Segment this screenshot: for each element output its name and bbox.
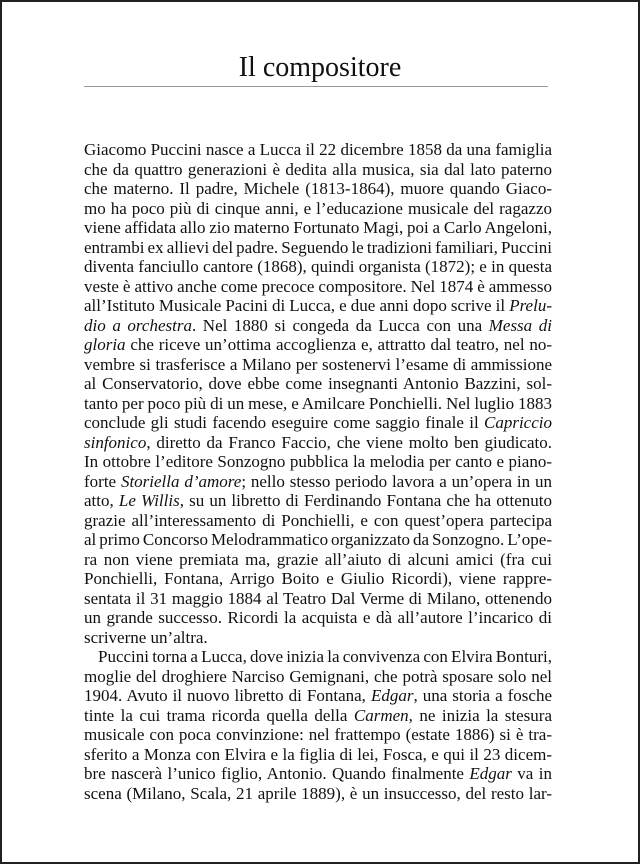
text-line bbox=[84, 589, 552, 609]
italic-title: Edgar bbox=[469, 764, 512, 783]
text-line bbox=[84, 160, 552, 180]
text-segment: . Nel 1880 si congeda da Lucca con una bbox=[191, 315, 489, 335]
text-line bbox=[84, 413, 552, 433]
text-segment: forte bbox=[84, 471, 121, 491]
text-line bbox=[84, 296, 552, 316]
text-segment: , su un libretto di Ferdinando Fontana che ha ottenuto bbox=[179, 491, 552, 510]
chapter-title: Il compositore bbox=[238, 52, 402, 83]
text-segment: tanto per poco più di un mese, e Amilcare Ponchielli. Nel luglio 1883 bbox=[84, 393, 552, 413]
text-segment: tinte la cui trama ricorda quella della bbox=[84, 705, 354, 725]
body-text bbox=[84, 140, 552, 803]
text-line bbox=[84, 335, 552, 355]
italic-title: Prelu- bbox=[509, 296, 552, 315]
text-line bbox=[84, 667, 552, 687]
text-segment: entrambi ex allievi del padre. Seguendo le tradizioni familiari, Puccini bbox=[84, 237, 552, 257]
text-segment: musicale con poca convinzione: nel frattempo (estate 1886) si è tra- bbox=[84, 725, 552, 744]
text-line bbox=[84, 530, 552, 550]
text-segment: che da quattro generazioni è dedita alla musica, sia dal lato paterno bbox=[84, 159, 552, 179]
text-segment: un grande successo. Ricordi la acquista e dà all’autore l’incarico di bbox=[84, 608, 552, 627]
italic-title: Storiella d’amore bbox=[120, 471, 242, 491]
text-segment: Giacomo Puccini nasce a Lucca il 22 dicembre 1858 da una famiglia bbox=[84, 140, 552, 159]
title-rule bbox=[84, 86, 548, 87]
text-line bbox=[84, 433, 552, 453]
text-line bbox=[84, 374, 552, 394]
text-segment: ; nello stesso periodo lavora a un’opera in un bbox=[241, 471, 552, 491]
text-segment: va in bbox=[511, 764, 552, 783]
text-line bbox=[84, 784, 552, 804]
text-segment: al Conservatorio, dove ebbe come insegnanti Antonio Bazzini, sol- bbox=[84, 374, 552, 393]
text-segment: Ponchielli, Fontana, Arrigo Boito e Giulio Ricordi), viene rappre- bbox=[84, 569, 552, 588]
text-segment: veste è attivo anche come precoce compositore. Nel 1874 è ammesso bbox=[84, 276, 552, 296]
text-line bbox=[84, 472, 552, 492]
text-segment: diventa fanciullo cantore (1868), quindi organista (1872); e in questa bbox=[84, 257, 552, 276]
italic-title: Capriccio bbox=[484, 413, 552, 432]
text-line bbox=[84, 608, 552, 628]
text-segment: atto, bbox=[84, 491, 119, 510]
italic-title: Le Willis bbox=[118, 491, 180, 510]
text-line bbox=[84, 179, 552, 199]
text-line bbox=[84, 764, 552, 784]
text-line bbox=[84, 316, 552, 336]
text-line bbox=[84, 686, 552, 706]
text-segment: mo ha poco più di cinque anni, e l’educazione musicale del ragazzo bbox=[84, 198, 552, 218]
text-line bbox=[84, 550, 552, 570]
text-segment: , ne inizia la stesura bbox=[408, 705, 552, 725]
text-line bbox=[84, 725, 552, 745]
text-line bbox=[84, 745, 552, 765]
text-line bbox=[84, 199, 552, 219]
text-segment: sentata il 31 maggio 1884 al Teatro Dal Verme di Milano, ottenendo bbox=[84, 588, 552, 608]
text-line bbox=[84, 491, 552, 511]
text-segment: conclude gli studi facendo eseguire come saggio finale il bbox=[84, 413, 484, 432]
text-segment: 1904. Avuto il nuovo libretto di Fontana, bbox=[84, 686, 371, 705]
text-line bbox=[84, 452, 552, 472]
text-segment: In ottobre l’editore Sonzogno pubblica la melodia per canto e piano- bbox=[84, 452, 552, 471]
text-line bbox=[84, 355, 552, 375]
text-segment: bre nascerà l’unico figlio, Antonio. Quando finalmente bbox=[84, 764, 470, 783]
text-segment: , diretto da Franco Faccio, che viene molto ben giudicato. bbox=[146, 432, 552, 452]
text-line bbox=[84, 511, 552, 531]
text-segment: viene affidata allo zio materno Fortunato Magi, poi a Carlo Angeloni, bbox=[84, 218, 552, 237]
text-segment: all’Istituto Musicale Pacini di Lucca, e due anni dopo scrive il bbox=[84, 296, 510, 315]
text-segment: , una storia a fosche bbox=[413, 686, 552, 705]
text-line bbox=[84, 647, 552, 667]
text-segment: al primo Concorso Melodrammatico organizzato da Sonzogno. L’ope- bbox=[84, 530, 552, 549]
italic-title: gloria bbox=[84, 335, 126, 354]
text-segment: moglie del droghiere Narciso Gemignani, che potrà sposare solo nel bbox=[84, 666, 552, 686]
italic-title: sinfonico bbox=[84, 432, 147, 452]
italic-title: Messa di bbox=[488, 315, 552, 335]
text-segment: sferito a Monza con Elvira e la figlia di lei, Fosca, e qui il 23 dicem- bbox=[84, 744, 552, 764]
text-line bbox=[84, 218, 552, 238]
text-line bbox=[84, 394, 552, 414]
text-line bbox=[84, 238, 552, 258]
text-line bbox=[84, 706, 552, 726]
text-line bbox=[84, 277, 552, 297]
text-segment: che riceve un’ottima accoglienza e, attratto dal teatro, nel no- bbox=[125, 335, 552, 354]
text-segment: grazie all’interessamento di Ponchielli, e con quest’opera partecipa bbox=[84, 510, 552, 530]
text-line bbox=[84, 257, 552, 277]
text-segment: che materno. Il padre, Michele (1813-1864), muore quando Giaco- bbox=[84, 179, 552, 198]
italic-title: Edgar bbox=[370, 686, 414, 705]
italic-title: Carmen bbox=[353, 705, 409, 725]
text-line bbox=[84, 140, 552, 160]
text-segment: scriverne un’altra. bbox=[84, 627, 208, 647]
text-segment: Puccini torna a Lucca, dove inizia la convivenza con Elvira Bonturi, bbox=[98, 647, 552, 666]
text-line bbox=[84, 628, 552, 648]
italic-title: dio a orchestra bbox=[84, 315, 192, 335]
text-segment: ra non viene premiata ma, grazie all’aiuto di alcuni amici (fra cui bbox=[84, 549, 552, 569]
text-segment: vembre si trasferisce a Milano per sostenervi l’esame di ammissione bbox=[84, 354, 552, 374]
text-segment: scena (Milano, Scala, 21 aprile 1889), è un insuccesso, del resto lar- bbox=[84, 783, 552, 803]
text-line bbox=[84, 569, 552, 589]
